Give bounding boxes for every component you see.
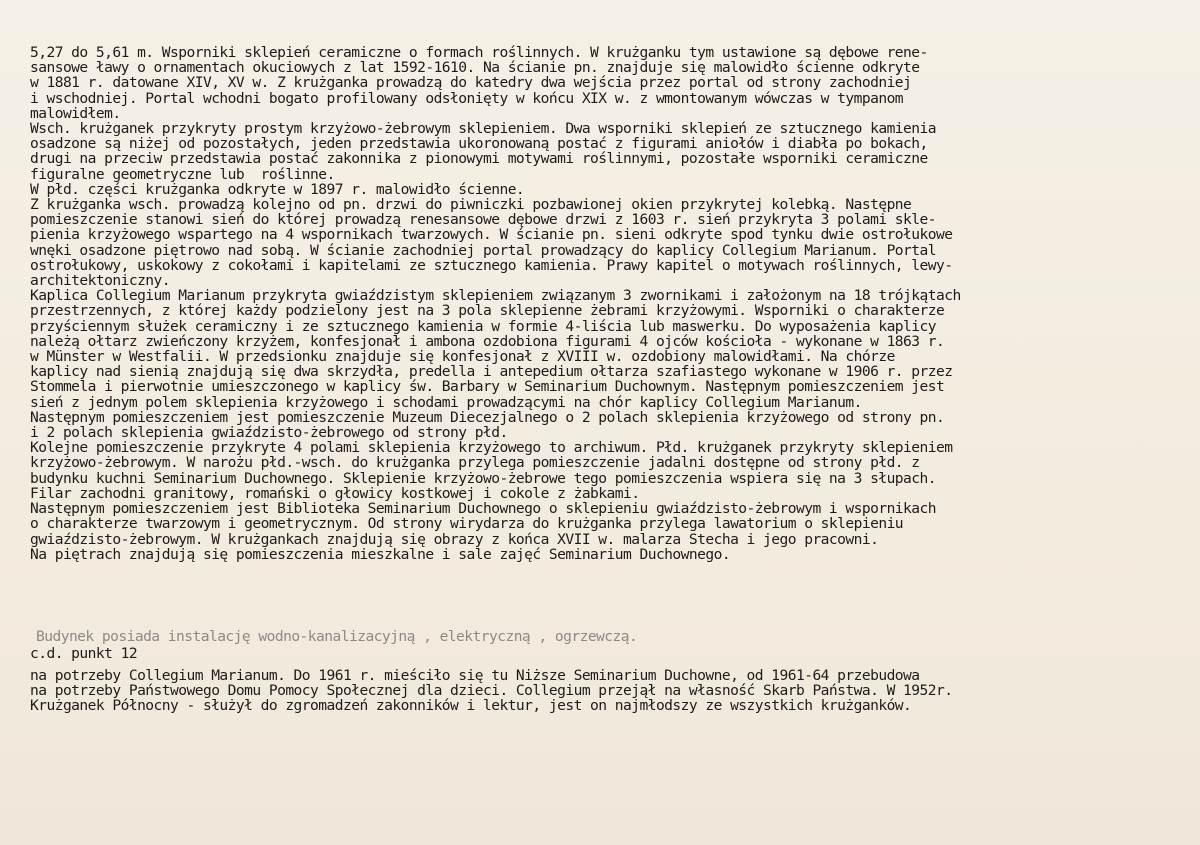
- text-line: Stommela i pierwotnie umieszczonego w kaplicy św. Barbary w Seminarium Duchownym. Następnym pomieszczeniem jest: [30, 378, 945, 396]
- text-line: Kaplica Collegium Marianum przykryta gwiaździstym sklepieniem związanym 3 zwornikami i założonym na 18 trójkątach: [30, 287, 961, 305]
- text-line: w 1881 r. datowane XIV, XV w. Z krużganka prowadzą do katedry dwa wejścia przez portal od strony zachodniej: [30, 74, 912, 92]
- text-line: malowidłem.: [30, 104, 121, 122]
- text-line: przyściennym służek ceramiczny i ze sztucznego kamienia w formie 4-liścia lub maswerku. Do wyposażenia kaplicy: [30, 317, 936, 335]
- text-line: Z krużganka wsch. prowadzą kolejno od pn. drzwi do piwniczki pozbawionej okien przykrytej kolebką. Następne: [30, 196, 912, 214]
- text-line: krzyżowo-żebrowym. W narożu płd.-wsch. do krużganka przylega pomieszczenie jadalni dostępne od strony płd. z: [30, 454, 920, 472]
- text-line: ostrołukowy, uskokowy z cokołami i kapitelami ze sztucznego kamienia. Prawy kapitel o motywach roślinnych, lewy-: [30, 256, 953, 274]
- text-line: i wschodniej. Portal wchodni bogato profilowany odsłonięty w końcu XIX w. z wmontowanym wówczas w tympanom: [30, 89, 904, 107]
- text-line: na potrzeby Collegium Marianum. Do 1961 r. mieściło się tu Niższe Seminarium Duchowne, od 1961-64 przebudowa: [30, 667, 920, 684]
- text-line: wnęki osadzone piętrowo nad sobą. W ścianie zachodniej portal prowadzący do kaplicy Collegium Marianum. Portal: [30, 241, 936, 259]
- text-line: Na piętrach znajdują się pomieszczenia mieszkalne i sale zajęć Seminarium Duchownego.: [30, 545, 731, 563]
- text-line: osadzone są niżej od pozostałych, jeden przedstawia ukoronowaną postać z figurami aniołów i diabła po bokach,: [30, 135, 928, 153]
- text-line: Wsch. krużganek przykryty prostym krzyżowo-żebrowym sklepieniem. Dwa wsporniki sklepień ze sztucznego kamienia: [30, 120, 936, 138]
- text-line: kaplicy nad sienią znajdują się dwa skrzydła, predella i antepedium ołtarza szafiastego wykonane w 1906 r. przez: [30, 363, 953, 381]
- text-line: należą ołtarz zwieńczony krzyżem, konfesjonał i ambona ozdobiona figurami 4 ojców kościoła - wykonane w 1863 r.: [30, 332, 945, 350]
- text-line: na potrzeby Państwowego Domu Pomocy Społecznej dla dzieci. Collegium przejął na własność Skarb Państwa. W 1952r.: [30, 682, 953, 700]
- text-line: sień z jednym polem sklepienia krzyżowego i schodami prowadzącymi na chór kaplicy Collegium Marianum.: [30, 393, 862, 411]
- text-line: sansowe ławy o ornamentach okuciowych z lat 1592-1610. Na ścianie pn. znajduje się malowidło ścienne odkryte: [30, 59, 920, 77]
- text-line: Następnym pomieszczeniem jest Biblioteka Seminarium Duchownego o sklepieniu gwiaździsto-żebrowym i wspornikach: [30, 500, 936, 518]
- text-line: drugi na przeciw przedstawia postać zakonnika z pionowymi motywami roślinnymi, pozostałe wsporniki ceramiczne: [30, 150, 928, 168]
- text-line: i 2 polach sklepienia gwiaździsto-żebrowego od strony płd.: [30, 424, 508, 442]
- text-line: gwiaździsto-żebrowym. W krużgankach znajdują się obrazy z końca XVII w. malarza Stecha i jego pracowni.: [30, 530, 879, 548]
- main-text-block: [30, 45, 961, 562]
- bottom-text-block: [30, 668, 952, 714]
- text-line: Następnym pomieszczeniem jest pomieszczenie Muzeum Diecezjalnego o 2 polach sklepienia krzyżowego od strony pn.: [30, 408, 945, 426]
- text-line: pienia krzyżowego wspartego na 4 wspornikach twarzowych. W ścianie pn. sieni odkryte spod tynku dwie ostrołukowe: [30, 226, 953, 244]
- text-line: w Münster w Westfalii. W przedsionku znajduje się konfesjonał z XVIII w. ozdobiony malowidłami. Na chórze: [30, 348, 895, 366]
- text-line: Filar zachodni granitowy, romański o głowicy kostkowej i cokole z żabkami.: [30, 484, 640, 502]
- text-line: 5,27 do 5,61 m. Wsporniki sklepień ceramiczne o formach roślinnych. W krużganku tym ustawione są dębowe rene-: [30, 44, 928, 61]
- faint-note: Budynek posiada instalację wodno-kanalizacyjną , elektryczną , ogrzewczą.: [36, 628, 638, 645]
- text-line: W płd. części krużganka odkryte w 1897 r. malowidło ścienne.: [30, 180, 525, 198]
- text-line: Kolejne pomieszczenie przykryte 4 polami sklepienia krzyżowego to archiwum. Płd. krużganek przykryty sklepieniem: [30, 439, 953, 457]
- text-line: Krużganek Północny - służył do zgromadzeń zakonników i lektur, jest on najmłodszy ze wszystkich krużganków.: [30, 697, 912, 715]
- reference-line: c.d. punkt 12: [30, 645, 138, 662]
- text-line: przestrzennych, z której każdy podzielony jest na 3 pola sklepienne żebrami krzyżowymi. Wsporniki o charakterze: [30, 302, 945, 320]
- text-line: architektoniczny.: [30, 272, 171, 290]
- text-line: pomieszczenie stanowi sień do której prowadzą renesansowe dębowe drzwi z 1603 r. sień przykryta 3 polami skle-: [30, 211, 936, 229]
- text-line: figuralne geometryczne lub roślinne.: [30, 165, 335, 183]
- text-line: o charakterze twarzowym i geometrycznym. Od strony wirydarza do krużganka przylega lawatorium o sklepieniu: [30, 515, 904, 533]
- text-line: budynku kuchni Seminarium Duchownego. Sklepienie krzyżowo-żebrowe tego pomieszczenia wspiera się na 3 słupach.: [30, 469, 936, 487]
